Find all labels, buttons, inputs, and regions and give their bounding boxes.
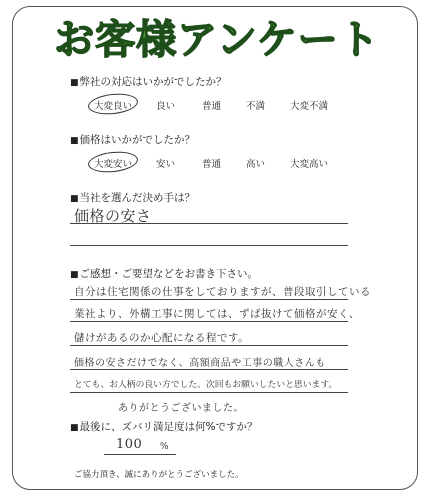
option-service-good[interactable]: 良い (156, 101, 176, 112)
footer-thanks: ご協力頂き、誠にありがとうございました。 (74, 470, 244, 480)
comment-line-4: 価格の安さだけでなく、高額商品や工事の職人さんも (74, 358, 326, 369)
comment-rule (70, 299, 348, 300)
comment-line-1: 自分は住宅関係の仕事をしておりますが、普段取引している (74, 286, 371, 298)
question-satisfaction: ■ 最後に、ズバリ満足度は何%ですか？ (70, 419, 258, 434)
question-deciding-factor: ■ 当社を選んだ決め手は？ (70, 190, 195, 205)
question-service: ■ 弊社の対応はいかがでしたか？ (70, 74, 227, 89)
option-price-cheap[interactable]: 安い (156, 159, 176, 170)
question-comments: ■ ご感想・ご要望などをお書き下さい。 (70, 266, 258, 281)
comment-line-5: とても、お人柄の良い方でした。次回もお願いしたいと思います。 (74, 380, 338, 390)
comment-line-3: 儲けがあるのか心配になる程です。 (74, 332, 250, 344)
option-price-very-cheap[interactable]: 大変安い (94, 156, 132, 170)
option-service-dissatisfied[interactable]: 不満 (246, 101, 266, 112)
answer-satisfaction-unit: % (160, 442, 170, 452)
satisfaction-line (104, 454, 176, 455)
comment-rule (70, 369, 348, 370)
option-service-very-good[interactable]: 大変良い (94, 98, 132, 112)
answer-line (70, 223, 348, 224)
option-price-very-expensive[interactable]: 大変高い (290, 159, 329, 170)
comment-rule (70, 392, 348, 393)
option-price-expensive[interactable]: 高い (246, 159, 266, 170)
comment-rule (70, 345, 348, 346)
option-service-very-dissatisfied[interactable]: 大変不満 (290, 101, 329, 112)
option-price-normal[interactable]: 普通 (202, 159, 222, 170)
survey-title: お客様アンケート (54, 17, 380, 63)
comment-line-2: 業社より、外構工事に関しては、ずば抜けて価格が安く、 (74, 308, 360, 320)
answer-line (70, 245, 348, 246)
answer-satisfaction-value: 100 (116, 437, 143, 452)
comment-rule (70, 321, 348, 322)
answer-deciding-factor: 価格の安さ (74, 207, 152, 225)
option-service-normal[interactable]: 普通 (202, 101, 222, 112)
question-price: ■ 価格はいかがでしたか？ (70, 132, 195, 147)
comment-line-6: ありがとうございました。 (118, 403, 244, 414)
